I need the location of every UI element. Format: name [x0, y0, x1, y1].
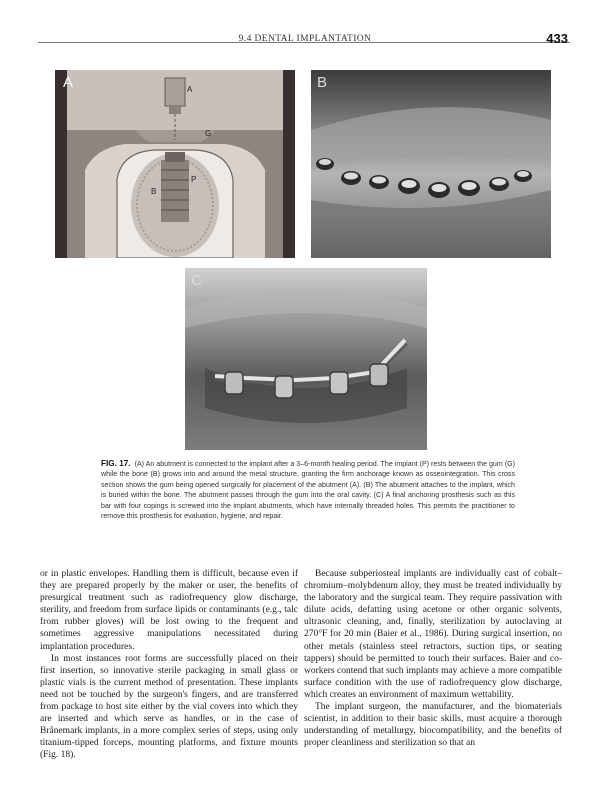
paragraph: or in plastic envelopes. Handling them is difficult, because even if they are prepared properly by the maker or user, the benefits of presurgical treatment such as radiofrequency glow discharge, sterility, and freedom from surface lipids or contaminants (e.g., talc from rubber gloves) will be lost owing to the frequent and sometimes aggressive manipulations necessitated during implantation procedures. [40, 569, 298, 652]
label-implant: P [191, 175, 197, 184]
prosthesis-bar-photo [185, 268, 427, 450]
figure-panel-b [311, 70, 551, 258]
panel-label-a: A [63, 74, 74, 91]
paragraph: The implant surgeon, the manufacturer, and the biomaterials scientist, in addition to their basic skills, must acquire a thorough understanding of metallurgy, biocompatibility, and the benefits of proper cleanliness and sterilization so that an [304, 702, 562, 749]
panel-label-c: C [191, 272, 202, 289]
label-abutment: A [187, 85, 193, 94]
implant-cross-section-diagram [55, 70, 295, 258]
figure-panel-a [55, 70, 295, 258]
figure-caption [101, 459, 515, 521]
abutment-photo [311, 70, 551, 258]
abutment [165, 78, 185, 106]
body-column-left [40, 568, 298, 762]
figure-caption-text: (A) An abutment is connected to the implant after a 3–6-month healing period. The implant (P) rests between the gum (G) while the bone (B) grows into and around the metal structure, granting the firm anchorage known as osseointegration. This cross section shows the gum being opened surgically for placement of the abutment (A). (B) The abutment attaches to the implant, which is buried within the bone. The abutment passes through the gum into the oral cavity. (C) A final anchoring prosthesis such as this bar with four copings is screwed into the implant abutments, which have internally threaded holes. This permits the practitioner to remove this prosthesis for evaluation, hygiene, and repair. [101, 460, 515, 521]
body-column-right [304, 568, 562, 749]
paragraph: In most instances root forms are successfully placed on their first insertion, so innovative sterile packaging in small glass or plastic vials is the current method of presentation. These implants need not be touched by the surgeon's fingers, and are transferred from package to host site either by the vial covers into which they are inserted and which serve as handles, or in the case of Brånemark implants, in a more complex series of steps, using only titanium-tipped forceps, mounting platforms, and fixture mounts (Fig. 18). [40, 653, 298, 761]
label-bone: B [151, 187, 157, 196]
paragraph: Because subperiosteal implants are individually cast of cobalt–chromium–molybdenum alloy, they must be treated individually by the laboratory and the surgical team. They require passivation with dilute acids, defatting using acetone or other organic solvents, ultrasonic cleaning, and, finally, sterilization by autoclaving at 270°F for 20 min (Baier et al., 1986). During surgical insertion, no other metals (stainless steel retractors, suction tips, or seating tappers) should be permitted to touch their surfaces. Baier and co-workers contend that such implants may achieve a more compatible surface condition with the use of radiofrequency glow discharge, which creates an environment of maximum wettability. [304, 569, 562, 700]
figure-caption-label: FIG. 17. [101, 459, 131, 468]
running-head: 9.4 DENTAL IMPLANTATION [238, 34, 372, 44]
panel-label-b: B [317, 74, 328, 91]
figure-panel-c [185, 268, 427, 450]
page-number: 433 [546, 31, 568, 46]
implant-body [161, 160, 189, 222]
label-gum: G [205, 129, 212, 138]
